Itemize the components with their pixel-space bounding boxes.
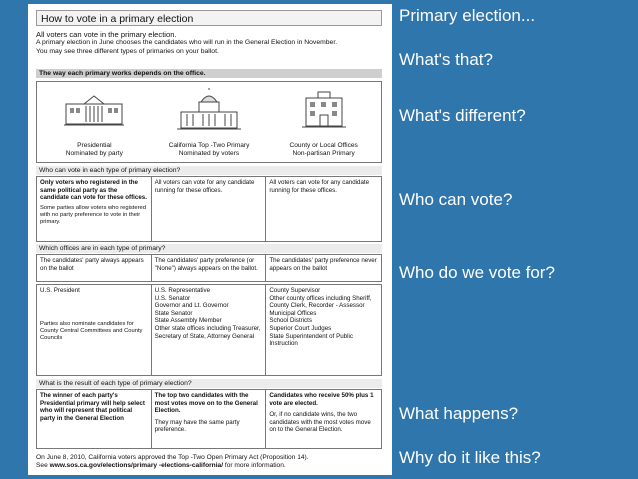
footer-line-1: On June 8, 2010, California voters approved the Top -Two Open Primary Act (Proposition 14). (36, 454, 309, 461)
county-building-icon (302, 88, 346, 130)
result-top-two-note: They may have the same party preference. (154, 418, 240, 434)
result-local-note: Or, if no candidate wins, the two candidates with the most votes move on to the General Election. (269, 411, 371, 434)
label-who-do-we-vote-for: Who do we vote for? (399, 263, 555, 282)
pref-presidential: The candidates' party always appears on the ballot (37, 255, 152, 281)
who-cell-top-two (152, 177, 267, 241)
who-cell-local (266, 177, 381, 241)
footer-line-2 (36, 462, 386, 470)
who-top-two-text: All voters can vote for any candidate running for these offices. (154, 179, 255, 194)
state-capitol-icon (177, 88, 241, 132)
voter-guide-document (28, 4, 392, 475)
offices-table (36, 284, 382, 376)
question-result: What is the result of each type of primary election? (36, 379, 382, 388)
document-footer (36, 454, 386, 470)
document-title: How to vote in a primary election (36, 10, 382, 26)
type-top-two-name: California Top -Two Primary (168, 142, 250, 149)
party-preference-row (36, 254, 382, 282)
footer-see: See (36, 462, 50, 469)
offices-presidential-note: Parties also nominate candidates for County Central Committees and County Councils (40, 320, 143, 341)
type-local-name: County or Local Offices (289, 142, 358, 149)
type-local-sub: Non-partisan Primary (292, 150, 355, 157)
label-whats-that: What's that? (399, 50, 493, 69)
footer-more-info: for more information. (223, 462, 286, 469)
who-presidential-note: Some parties allow voters who registered with no party preference to vote in their primary. (40, 204, 147, 225)
who-can-vote-table (36, 176, 382, 242)
type-local (266, 82, 381, 162)
type-top-two (152, 82, 267, 162)
label-primary-election: Primary election... (399, 6, 536, 25)
footer-url-link[interactable]: www.sos.ca.gov/elections/primary -elections-california/ (49, 462, 224, 469)
pref-top-two: The candidates' party preference (or "None") always appears on the ballot. (152, 255, 267, 281)
type-presidential (37, 82, 152, 162)
who-presidential-text: Only voters who registered in the same political party as the candidate can vote for these offices. (40, 179, 147, 202)
offices-presidential (37, 285, 152, 375)
label-why-like-this: Why do it like this? (399, 448, 541, 467)
type-top-two-sub: Nominated by voters (178, 150, 240, 157)
result-presidential-text: The winner of each party's Presidential primary will help select who will represent that political party in the General Election (40, 392, 145, 422)
who-cell-presidential (37, 177, 152, 241)
intro-line-1: A primary election in June chooses the candidates who will run in the General Election in November. (36, 39, 338, 47)
question-which-offices: Which offices are in each type of primary? (36, 244, 382, 253)
intro-lead: All voters can vote in the primary election. (36, 30, 177, 39)
question-who-can-vote: Who can vote in each type of primary election? (36, 166, 382, 175)
result-top-two-text: The top two candidates with the most votes move on to the General Election. (154, 392, 258, 415)
label-what-happens: What happens? (399, 404, 519, 423)
result-presidential (37, 390, 152, 448)
document-intro (36, 31, 384, 56)
label-whats-different: What's different? (399, 106, 526, 125)
label-who-can-vote: Who can vote? (399, 190, 513, 209)
primary-types-panel (36, 81, 382, 163)
offices-local: County Supervisor Other county offices including Sheriff, County Clerk, Recorder - Assessor Municipal Offices School Districts Superior Court Judges State Superintendent of Public Instruction (269, 287, 372, 348)
type-presidential-name: Presidential (77, 142, 112, 149)
section-types-heading: The way each primary works depends on the office. (36, 69, 382, 78)
type-presidential-sub: Nominated by party (65, 150, 123, 157)
result-local (266, 390, 381, 448)
result-local-text: Candidates who receive 50% plus 1 vote are elected. (269, 392, 374, 407)
white-house-icon (64, 88, 124, 128)
offices-presidential-text: U.S. President (40, 287, 80, 294)
result-top-two (152, 390, 267, 448)
who-local-text: All voters can vote for any candidate running for these offices. (269, 179, 370, 194)
offices-top-two: U.S. Representative U.S. Senator Governor and Lt. Governor State Senator State Assembly Member Other state offices including Treasurer, Secretary of State, Attorney General (152, 285, 267, 375)
results-table (36, 389, 382, 449)
pref-local: The candidates' party preference never appears on the ballot (269, 257, 377, 272)
intro-line-2: You may see three different types of primaries on your ballot. (36, 47, 219, 55)
